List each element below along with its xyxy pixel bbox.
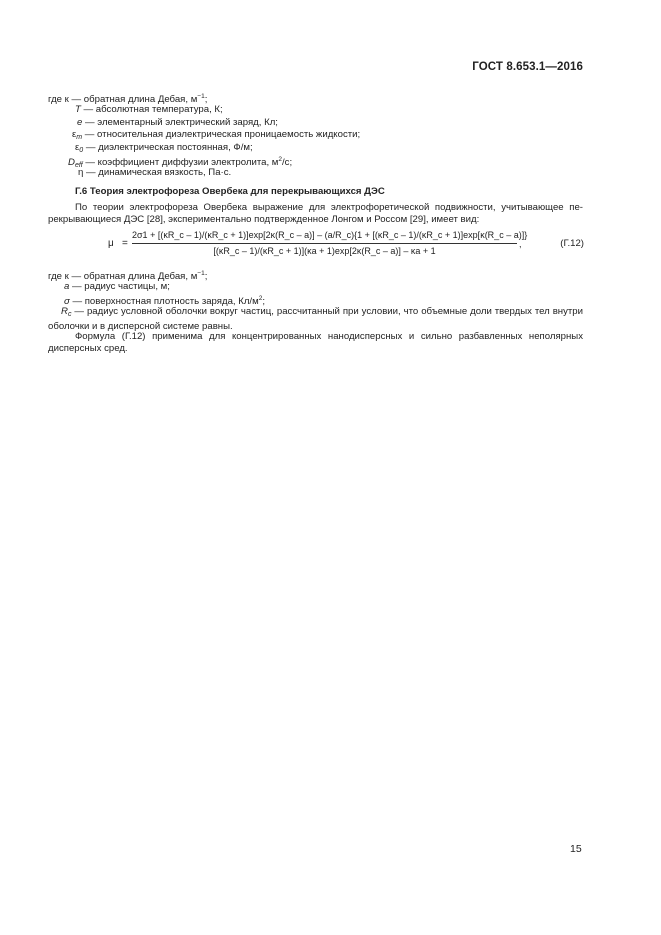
formula-equals: = <box>122 238 128 249</box>
fraction-bar <box>132 243 517 244</box>
def-symbol: e <box>77 117 83 128</box>
def-symbol: ε <box>75 142 80 153</box>
formula-end: , <box>519 239 522 249</box>
def-symbol: где к <box>48 94 69 105</box>
page-number: 15 <box>570 843 582 855</box>
def-text: — диэлектрическая постоянная, Ф/м; <box>83 142 253 153</box>
def-temperature <box>75 104 223 116</box>
def-text: — обратная длина Дебая, м <box>68 271 198 282</box>
def-symbol: ε <box>72 129 77 140</box>
def-symbol: σ <box>64 296 70 307</box>
document-code-header: ГОСТ 8.653.1—2016 <box>472 61 583 73</box>
def-symbol: где к <box>48 271 69 282</box>
def-text: — абсолютная температура, К; <box>80 104 223 115</box>
formula-lhs: μ <box>108 238 114 249</box>
def-text: — радиус условной оболочки вокруг частиц, рассчитанный при условии, что объемные доли твердых тел внутри оболочки и в дисперсной системе равны. <box>48 306 583 333</box>
paragraph-intro: По теории электрофореза Овербека выражение для электрофоретической подвижности, учитывающее пе-рекрывающиеся ДЭС [28], экспериментально подтвержденное Лонгом и Россом [29], имеет вид: <box>48 202 583 226</box>
section-title: Г.6 Теория электрофореза Овербека для перекрывающихся ДЭС <box>75 186 385 197</box>
def-tail: ; <box>262 296 265 307</box>
def-symbol: D <box>68 157 75 168</box>
def-tail: ; <box>204 271 208 282</box>
def-text: — обратная длина Дебая, м <box>68 94 198 105</box>
def2-radius <box>64 281 170 293</box>
def-text: — относительная диэлектрическая проницаемость жидкости; <box>82 129 361 140</box>
def-sub: m <box>76 134 83 141</box>
def-sub: eff <box>74 162 83 169</box>
paragraph-applicability: Формула (Г.12) применима для концентрированных нанодисперсных и сильно разбавленных неполярных дисперсных сред. <box>48 331 583 355</box>
def2-shell-radius <box>48 306 583 333</box>
formula-number: (Г.12) <box>560 238 584 249</box>
def-text: — коэффициент диффузии электролита, м <box>82 157 279 168</box>
def-symbol: η <box>78 167 84 178</box>
def-text: — элементарный электрический заряд, Кл; <box>82 117 278 128</box>
def-text: — динамическая вязкость, Па·с. <box>83 167 232 178</box>
def-charge <box>77 117 278 129</box>
def-sup: 2 <box>278 156 283 163</box>
def-sup: 2 <box>258 295 263 302</box>
def-sup: −1 <box>197 270 205 277</box>
def-text: — поверхностная плотность заряда, Кл/м <box>69 296 259 307</box>
def-sub: c <box>67 311 72 318</box>
def-tail: ; <box>204 94 208 105</box>
formula-g12 <box>108 230 584 260</box>
def-text: — радиус частицы, м; <box>69 281 170 292</box>
def-tail: /с; <box>282 157 293 168</box>
def-symbol: T <box>75 104 81 115</box>
formula-numerator: 2σ1 + [(κR_c – 1)/(κR_c + 1)]exp[2κ(R_c – a)] – (a/R_c){1 + [(κR_c – 1)/(κR_c + 1)]exp[κ(R_c – a)]} <box>132 230 528 240</box>
def-sub: 0 <box>79 147 84 154</box>
def-viscosity <box>78 167 231 179</box>
def-symbol: a <box>64 281 70 292</box>
formula-denominator: [(κR_c – 1)/(κR_c + 1)](κa + 1)exp[2κ(R_c – a)] – κa + 1 <box>213 246 436 256</box>
def-sup: −1 <box>197 93 205 100</box>
def-symbol: R <box>61 306 68 317</box>
